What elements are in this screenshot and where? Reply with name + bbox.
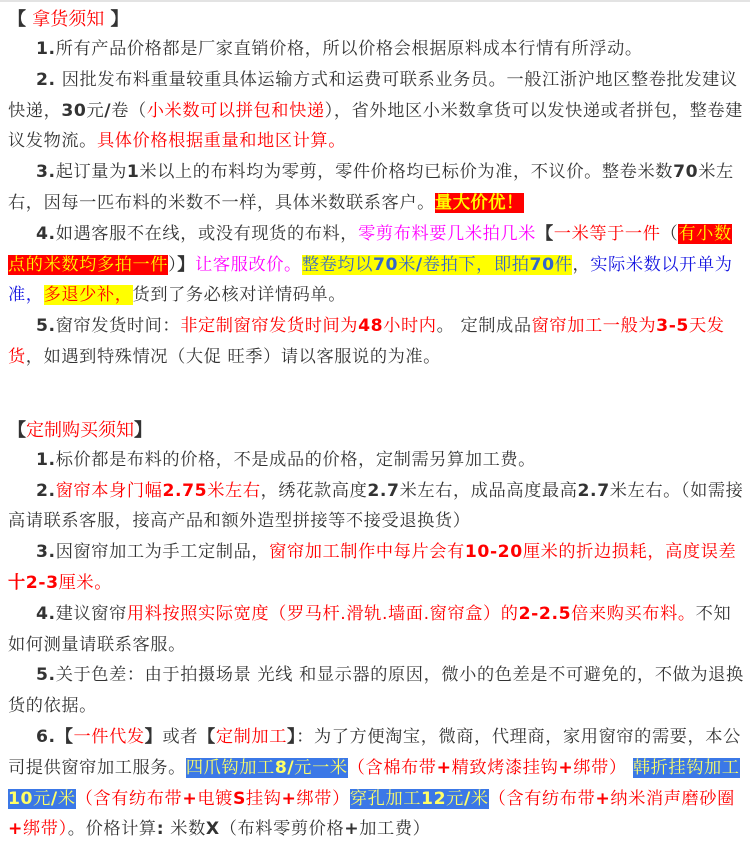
custom-item-6: 6.【一件代发】或者【定制加工】：为了方便淘宝，微商，代理商，家用窗帘的需要，本公司提供窗帘加工服务。四爪钩加工8/元一米（含棉布带+精致烤漆挂钩+绑带） 韩折挂钩加工10元/米（含有纺布带+电镀S挂钩+绑带）穿孔加工12元/米（含有纺布带+纳米消声磨砂圈+绑带）。价格计算: 米数X（布料零剪价格+加工费）: [8, 726, 741, 840]
whole-roll-note: 整卷均以70米/卷拍下，即拍70件: [301, 254, 573, 275]
service-four-claw-hook: 四爪钩加工8/元一米: [185, 757, 348, 778]
pickup-item-1: 1.所有产品价格都是厂家直销价格，所以价格会根据原料成本行情有所浮动。: [36, 39, 643, 59]
service-korean-fold-hook: 韩折挂钩加工10元/米: [8, 757, 740, 809]
pickup-item-4: 4.如遇客服不在线，或没有现货的布料，零剪布料要几米拍几米【一米等于一件（有小数点的米数均多拍一件）】让客服改价。整卷均以70米/卷拍下，即拍70件，实际米数以开单为准，多退少补，货到了务必核对详情码单。: [8, 223, 733, 306]
pickup-item-2: 2. 因批发布料重量较重具体运输方式和运费可联系业务员。一般江浙沪地区整卷批发建议快递，30元/卷（小米数可以拼包和快递），省外地区小米数拿货可以发快递或者拼包，整卷建议发物流。具体价格根据重量和地区计算。: [8, 69, 743, 152]
section-spacer: [8, 373, 746, 417]
notice-document: [8, 6, 746, 845]
section-title-custom: 【定制购买须知】: [8, 419, 152, 441]
pickup-item-5: 5.窗帘发货时间：非定制窗帘发货时间为48小时内。 定制成品窗帘加工一般为3-5天发货，如遇到特殊情况（大促 旺季）请以客服说的为准。: [8, 316, 725, 367]
bulk-discount-badge: 量大价优！: [434, 192, 524, 213]
custom-item-2: 2.窗帘本身门幅2.75米左右，绣花款高度2.7米左右，成品高度最高2.7米左右。（如需接高请联系客服，接高产品和额外造型拼接等不接受退换货）: [8, 480, 744, 532]
top-border: [0, 0, 750, 2]
decimal-meter-note: 有小数点的米数均多拍一件: [8, 223, 732, 275]
custom-item-1: 1.标价都是布料的价格，不是成品的价格，定制需另算加工费。: [36, 449, 536, 470]
refund-note: 多退少补，: [43, 285, 133, 306]
section-title-text: 定制购买须知: [26, 419, 134, 441]
service-grommet-hole: 穿孔加工12元/米: [349, 788, 489, 809]
section-title-text: 拿货须知: [32, 9, 105, 30]
custom-item-4: 4.建议窗帘用料按照实际宽度（罗马杆.滑轨.墙面.窗帘盒）的2-2.5倍来购买布料。不知如何测量请联系客服。: [8, 603, 732, 655]
section-title-pickup: 【 拿货须知 】: [8, 9, 129, 30]
custom-item-5: 5.关于色差：由于拍摄场景 光线 和显示器的原因，微小的色差是不可避免的，不做为退换货的依据。: [8, 665, 744, 717]
pickup-item-3: 3.起订量为1米以上的布料均为零剪，零件价格均已标价为准，不议价。整卷米数70米左右，因每一匹布料的米数不一样，具体米数联系客户。量大价优！: [8, 162, 734, 213]
custom-item-3: 3.因窗帘加工为手工定制品，窗帘加工制作中每片会有10-20厘米的折边损耗，高度误差 十2-3厘米。: [8, 542, 737, 593]
